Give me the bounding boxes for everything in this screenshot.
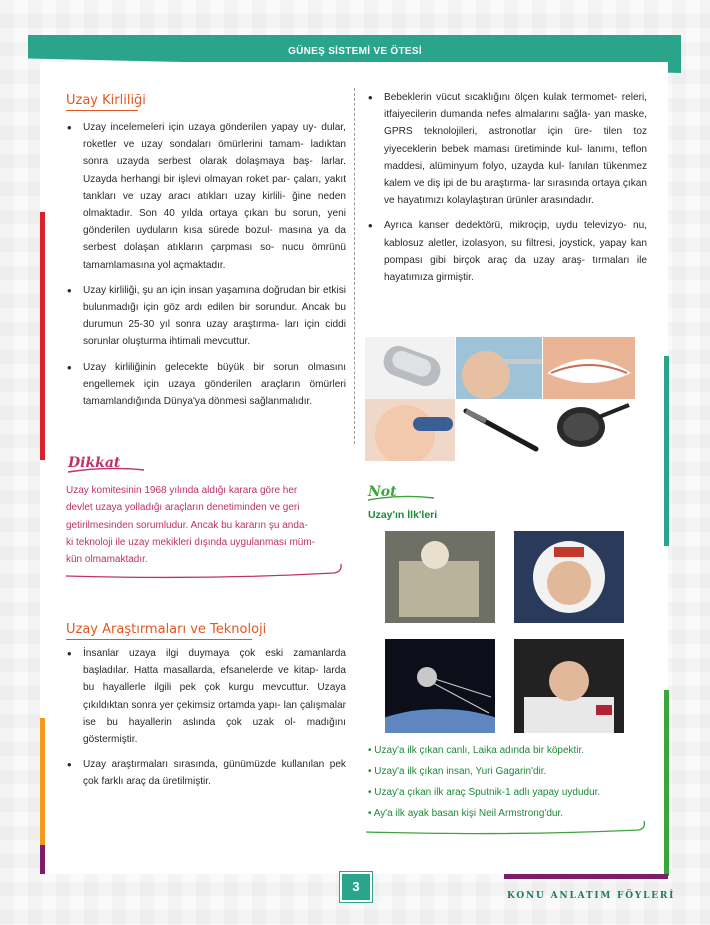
list-item: • Uzay'a çıkan ilk araç Sputnik-1 adlı yapay uydudur. — [368, 782, 658, 803]
column-divider — [354, 88, 355, 444]
teflon-pan-photo — [543, 399, 635, 461]
heading-underline — [66, 639, 252, 640]
list-item: • Uzay'a ilk çıkan canlı, Laika adında bir köpektir. — [368, 740, 658, 761]
left-stripe-purple — [40, 845, 45, 874]
armstrong-photo — [514, 639, 624, 733]
footer-purple-bar — [504, 874, 668, 879]
list-item: • Uzay araştırmaları sırasında, günümüzde kullanılan pek çok farklı araç da üretilmiştir. — [64, 756, 346, 790]
list-item: • Bebeklerin vücut sıcaklığını ölçen kulak termomet- releri, itfaiyecilerin dumanda nefes almalarını sağla- yan maske, GPRS teknolojileri, astronotlar için üre- tilen toz yiyeceklerin bebek maması üretiminde kul- lanımı, teflon maddesi, alüminyum folyo, uzayda kul- lanılan tükenmez kalem ve diş ipi de bu araştırma- lar sırasında ortaya çıkan ve hayatımızı kolaylaştıran ürünler arasındadır. — [365, 89, 647, 209]
list-item: • Ay'a ilk ayak basan kişi Neil Armstrong'dur. — [368, 803, 658, 824]
sputnik-photo — [385, 639, 495, 733]
dental-floss-photo — [543, 337, 635, 399]
heading-underline — [66, 110, 138, 111]
not-bottom-line — [364, 818, 650, 838]
not-underline — [366, 492, 436, 504]
list-item: • Uzay'a ilk çıkan insan, Yuri Gagarin'dir. — [368, 761, 658, 782]
page-number: 3 — [352, 879, 360, 894]
list-item: • Uzay kirliliğinin gelecekte büyük bir sorun olmasını engellemek için uzaya gönderilen araçların ömürleri tamamlandığında Dünya'ya dönmesi sağlanmalıdır. — [64, 359, 346, 411]
not-heading: Not — [368, 484, 397, 500]
right-list — [365, 89, 647, 294]
list-item: • Uzay incelemeleri için uzaya gönderilen yapay uy- dular, roketler ve uzay sondaları ömürlerini tamam- ladıktan sonra uzayda serbest olarak dolaşmaya baş- larlar. Uzayda herhangi bir işlevi olmayan roket par- çaları, yakıt tankları ve uzay aracı atıkları uzay kirlili- ğine neden olmaktadır. Son 40 yılda ortaya çıkan bu sorun, yeni gönderilen uyduların kısa sürede bozul- masına ya da serbest dolaşan atıkların çarpması so- nucu ömrünü tamamlamasına yol açmaktadır. — [64, 119, 346, 274]
right-stripe-teal — [664, 356, 669, 546]
uzay-kirliligi-list — [64, 119, 346, 418]
ear-thermometer-photo — [365, 399, 455, 461]
not-subtitle: Uzay'ın İlk'leri — [368, 509, 438, 521]
gagarin-photo — [514, 531, 624, 623]
list-item: • Ayrıca kanser dedektörü, mikroçip, uydu televizyo- nu, kablosuz aletler, izolasyon, su filtresi, joystick, yapay kan pompası gibi birçok araç da uzay araş- tırmaları ile hayatımıza girmiştir. — [365, 217, 647, 286]
dikkat-bottom-line — [64, 560, 346, 582]
section-heading-teknoloji: Uzay Araştırmaları ve Teknoloji — [66, 622, 267, 637]
chapter-title: GÜNEŞ SİSTEMİ VE ÖTESİ — [288, 46, 422, 57]
dikkat-text: Uzay komitesinin 1968 yılında aldığı karara göre her devlet uzaya yolladığı araçların denetiminden ve geri getirilmesinden sorumludur. Ancak bu kararın şu anda- ki teknoloji ile uzay mekikleri dışında uygulanması müm- kün olmamaktadır. — [66, 485, 315, 566]
left-stripe-red — [40, 212, 45, 460]
footer-brand: KONU ANLATIM FÖYLERİ — [507, 891, 676, 901]
list-item: • Uzay kirliliği, şu an için insan yaşamına doğrudan bir etkisi bulunmadığı için göz ardı edilen bir sorundur. Ancak bu durumun 25-30 yıl sonra uzay araştırma- ları için ciddi sorunlar oluşturma ihtimali mevcuttur. — [64, 282, 346, 351]
teknoloji-list — [64, 645, 346, 799]
list-item: • İnsanlar uzaya ilgi duymaya çok eski zamanlarda başladılar. Hatta masallarda, efsanelerde ve kitap- larda bu hayallerle ilgili pek çok kurgu mevcuttur. Uzaya çıkıldıktan sonra yer çekimsiz ortamda yapı- lan çalışmalar ise bu hayallerin aslında çok uzak ol- madığını göstermiştir. — [64, 645, 346, 748]
ballpoint-pen-photo — [456, 399, 542, 461]
right-stripe-green — [664, 690, 669, 876]
section-heading-uzay-kirliligi: Uzay Kirliliği — [66, 93, 146, 108]
dikkat-underline — [66, 464, 148, 476]
uzayin-ilkleri-list — [368, 740, 658, 824]
dikkat-heading: Dikkat — [68, 455, 121, 471]
aluminum-foil-photo — [365, 337, 455, 399]
laika-photo — [385, 531, 495, 623]
baby-food-photo — [456, 337, 542, 399]
